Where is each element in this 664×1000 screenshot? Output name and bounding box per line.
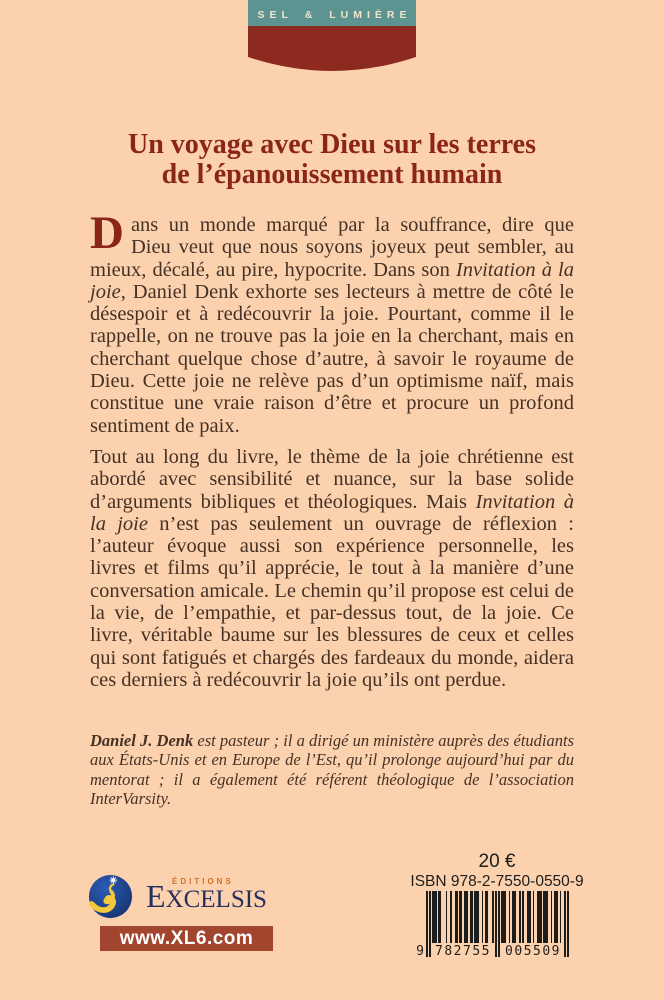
barcode-digits-right: 005509 [505, 944, 561, 959]
headline-line-2: de l’épanouissement humain [161, 159, 503, 190]
publisher-logo [87, 871, 287, 923]
paragraph-1-text: ans un monde marqué par la souffrance, dire que Dieu veut que nous soyons joyeux peut sembler, au mieux, décalé, au pire, hypocrite. Dans son Invitation à la joie, Daniel Denk exhorte ses lecteurs à mettre de côté le désespoir et à redécouvrir la joie. Pourtant, comme il le rappelle, on ne trouve pas la joie en la cherchant, mais en cherchant quelque chose d’autre, à savoir le royaume de Dieu. Cette joie ne relève pas d’un optimisme naïf, mais constitue une vraie raison d’être et procure un profond sentiment de paix. [90, 214, 574, 437]
price-label: 20 € [478, 851, 516, 872]
headline-line-1: Un voyage avec Dieu sur les terres [128, 129, 536, 160]
ean-barcode [412, 891, 572, 963]
series-title: SEL & LUMIÈRE [257, 9, 412, 21]
barcode-digit-first: 9 [416, 944, 424, 959]
publisher-name: EXCELSIS [146, 878, 267, 914]
author-bio: Daniel J. Denk est pasteur ; il a dirigé un ministère auprès des étudiants aux États-Unis et en Europe de l’Est, qu’il prolonge aujourd’hui par du mentorat ; il a également été référent théologique de l’association InterVarsity. [90, 731, 575, 809]
publisher-imprint: ÉDITIONS [172, 877, 234, 886]
isbn-label: ISBN 978-2-7550-0550-9 [410, 873, 584, 890]
series-banner [248, 0, 416, 74]
blurb-paragraph-2: Tout au long du livre, le thème de la joie chrétienne est abordé avec sensibilité et nuance, sur la base solide d’arguments bibliques et théologiques. Mais Invitation à la joie n’est pas seulement un ouvrage de réflexion : l’auteur évoque aussi son expérience personnelle, les livres et films qu’il apprécie, le tout à la manière d’une conversation amicale. Le chemin qu’il propose est celui de la vie, de l’empathie, et par-dessus tout, de la joie. Ce livre, véritable baume sur les blessures de ceux et celles qui sont fatigués et chargés des fardeaux du monde, aidera ces derniers à redécouvrir la joie qu’ils ont perdue. [90, 445, 574, 691]
winding-road-sun-icon [88, 874, 133, 919]
barcode-digits-left: 782755 [435, 944, 491, 959]
blurb-paragraph-1 [90, 207, 574, 437]
back-cover-blurb [90, 207, 574, 691]
back-cover-headline [88, 130, 576, 190]
website-url: www.XL6.com [119, 928, 254, 949]
drop-cap: D [90, 207, 124, 259]
website-banner [100, 926, 273, 951]
